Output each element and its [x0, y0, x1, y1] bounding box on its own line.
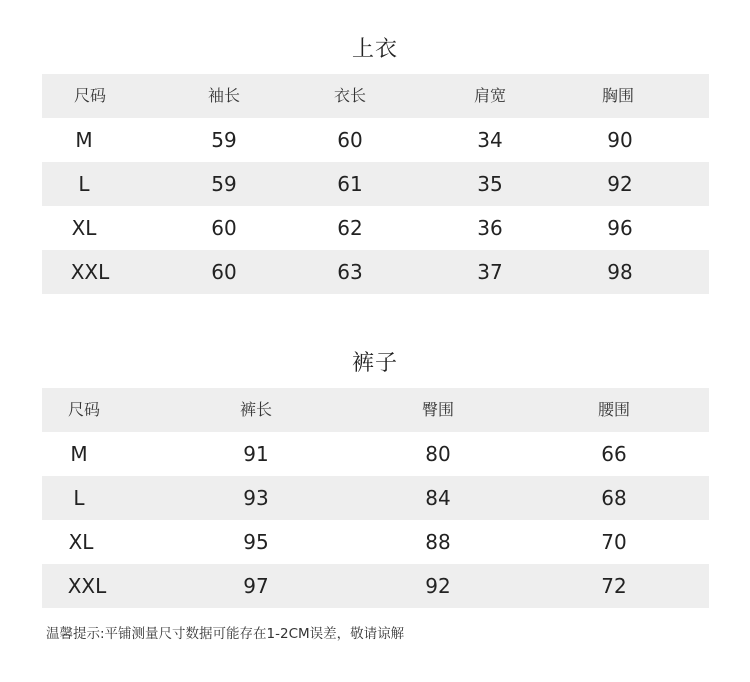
value-cell: 90: [607, 128, 633, 152]
size-cell: XXL: [70, 260, 110, 284]
size-cell: XL: [68, 530, 94, 554]
size-cell: XL: [71, 216, 97, 240]
table-row: [42, 162, 709, 206]
value-cell: 93: [243, 486, 269, 510]
value-cell: 59: [211, 128, 237, 152]
header-chest: 胸围: [601, 86, 634, 105]
value-cell: 68: [601, 486, 627, 510]
value-cell: 62: [337, 216, 363, 240]
value-cell: 66: [601, 442, 627, 466]
header-size: 尺码: [67, 400, 100, 419]
size-cell: L: [78, 172, 90, 196]
top-section-title: 上衣: [351, 37, 398, 62]
value-cell: 37: [477, 260, 503, 284]
table-row: [42, 432, 709, 476]
size-cell: L: [73, 486, 85, 510]
table-row: [42, 118, 709, 162]
value-cell: 36: [477, 216, 503, 240]
value-cell: 97: [243, 574, 269, 598]
header-sleeve-length: 袖长: [207, 86, 240, 105]
value-cell: 60: [211, 260, 237, 284]
table-row: [42, 564, 709, 608]
value-cell: 61: [337, 172, 363, 196]
table-row: [42, 520, 709, 564]
header-waist: 腰围: [597, 400, 630, 419]
measurement-note: 温馨提示:平铺测量尺寸数据可能存在1-2CM误差，敬请谅解: [46, 626, 405, 642]
table-row: [42, 476, 709, 520]
header-size: 尺码: [73, 86, 106, 105]
top-size-table: [42, 74, 709, 294]
value-cell: 63: [337, 260, 363, 284]
pants-section-title: 裤子: [351, 351, 398, 376]
value-cell: 88: [425, 530, 451, 554]
size-cell: M: [70, 442, 88, 466]
value-cell: 59: [211, 172, 237, 196]
value-cell: 96: [607, 216, 633, 240]
header-hip: 臀围: [421, 400, 454, 419]
value-cell: 80: [425, 442, 451, 466]
value-cell: 72: [601, 574, 627, 598]
header-shoulder-width: 肩宽: [473, 86, 506, 105]
value-cell: 34: [477, 128, 503, 152]
value-cell: 98: [607, 260, 633, 284]
table-header-row: [42, 388, 709, 432]
value-cell: 60: [211, 216, 237, 240]
value-cell: 92: [425, 574, 451, 598]
table-row: [42, 250, 709, 294]
value-cell: 91: [243, 442, 269, 466]
header-garment-length: 衣长: [333, 86, 366, 105]
table-row: [42, 206, 709, 250]
value-cell: 70: [601, 530, 627, 554]
size-cell: M: [75, 128, 93, 152]
value-cell: 60: [337, 128, 363, 152]
value-cell: 92: [607, 172, 633, 196]
value-cell: 95: [243, 530, 269, 554]
table-header-row: [42, 74, 709, 118]
header-pants-length: 裤长: [239, 400, 272, 419]
value-cell: 35: [477, 172, 503, 196]
pants-size-table: [42, 388, 709, 608]
value-cell: 84: [425, 486, 451, 510]
size-cell: XXL: [67, 574, 107, 598]
